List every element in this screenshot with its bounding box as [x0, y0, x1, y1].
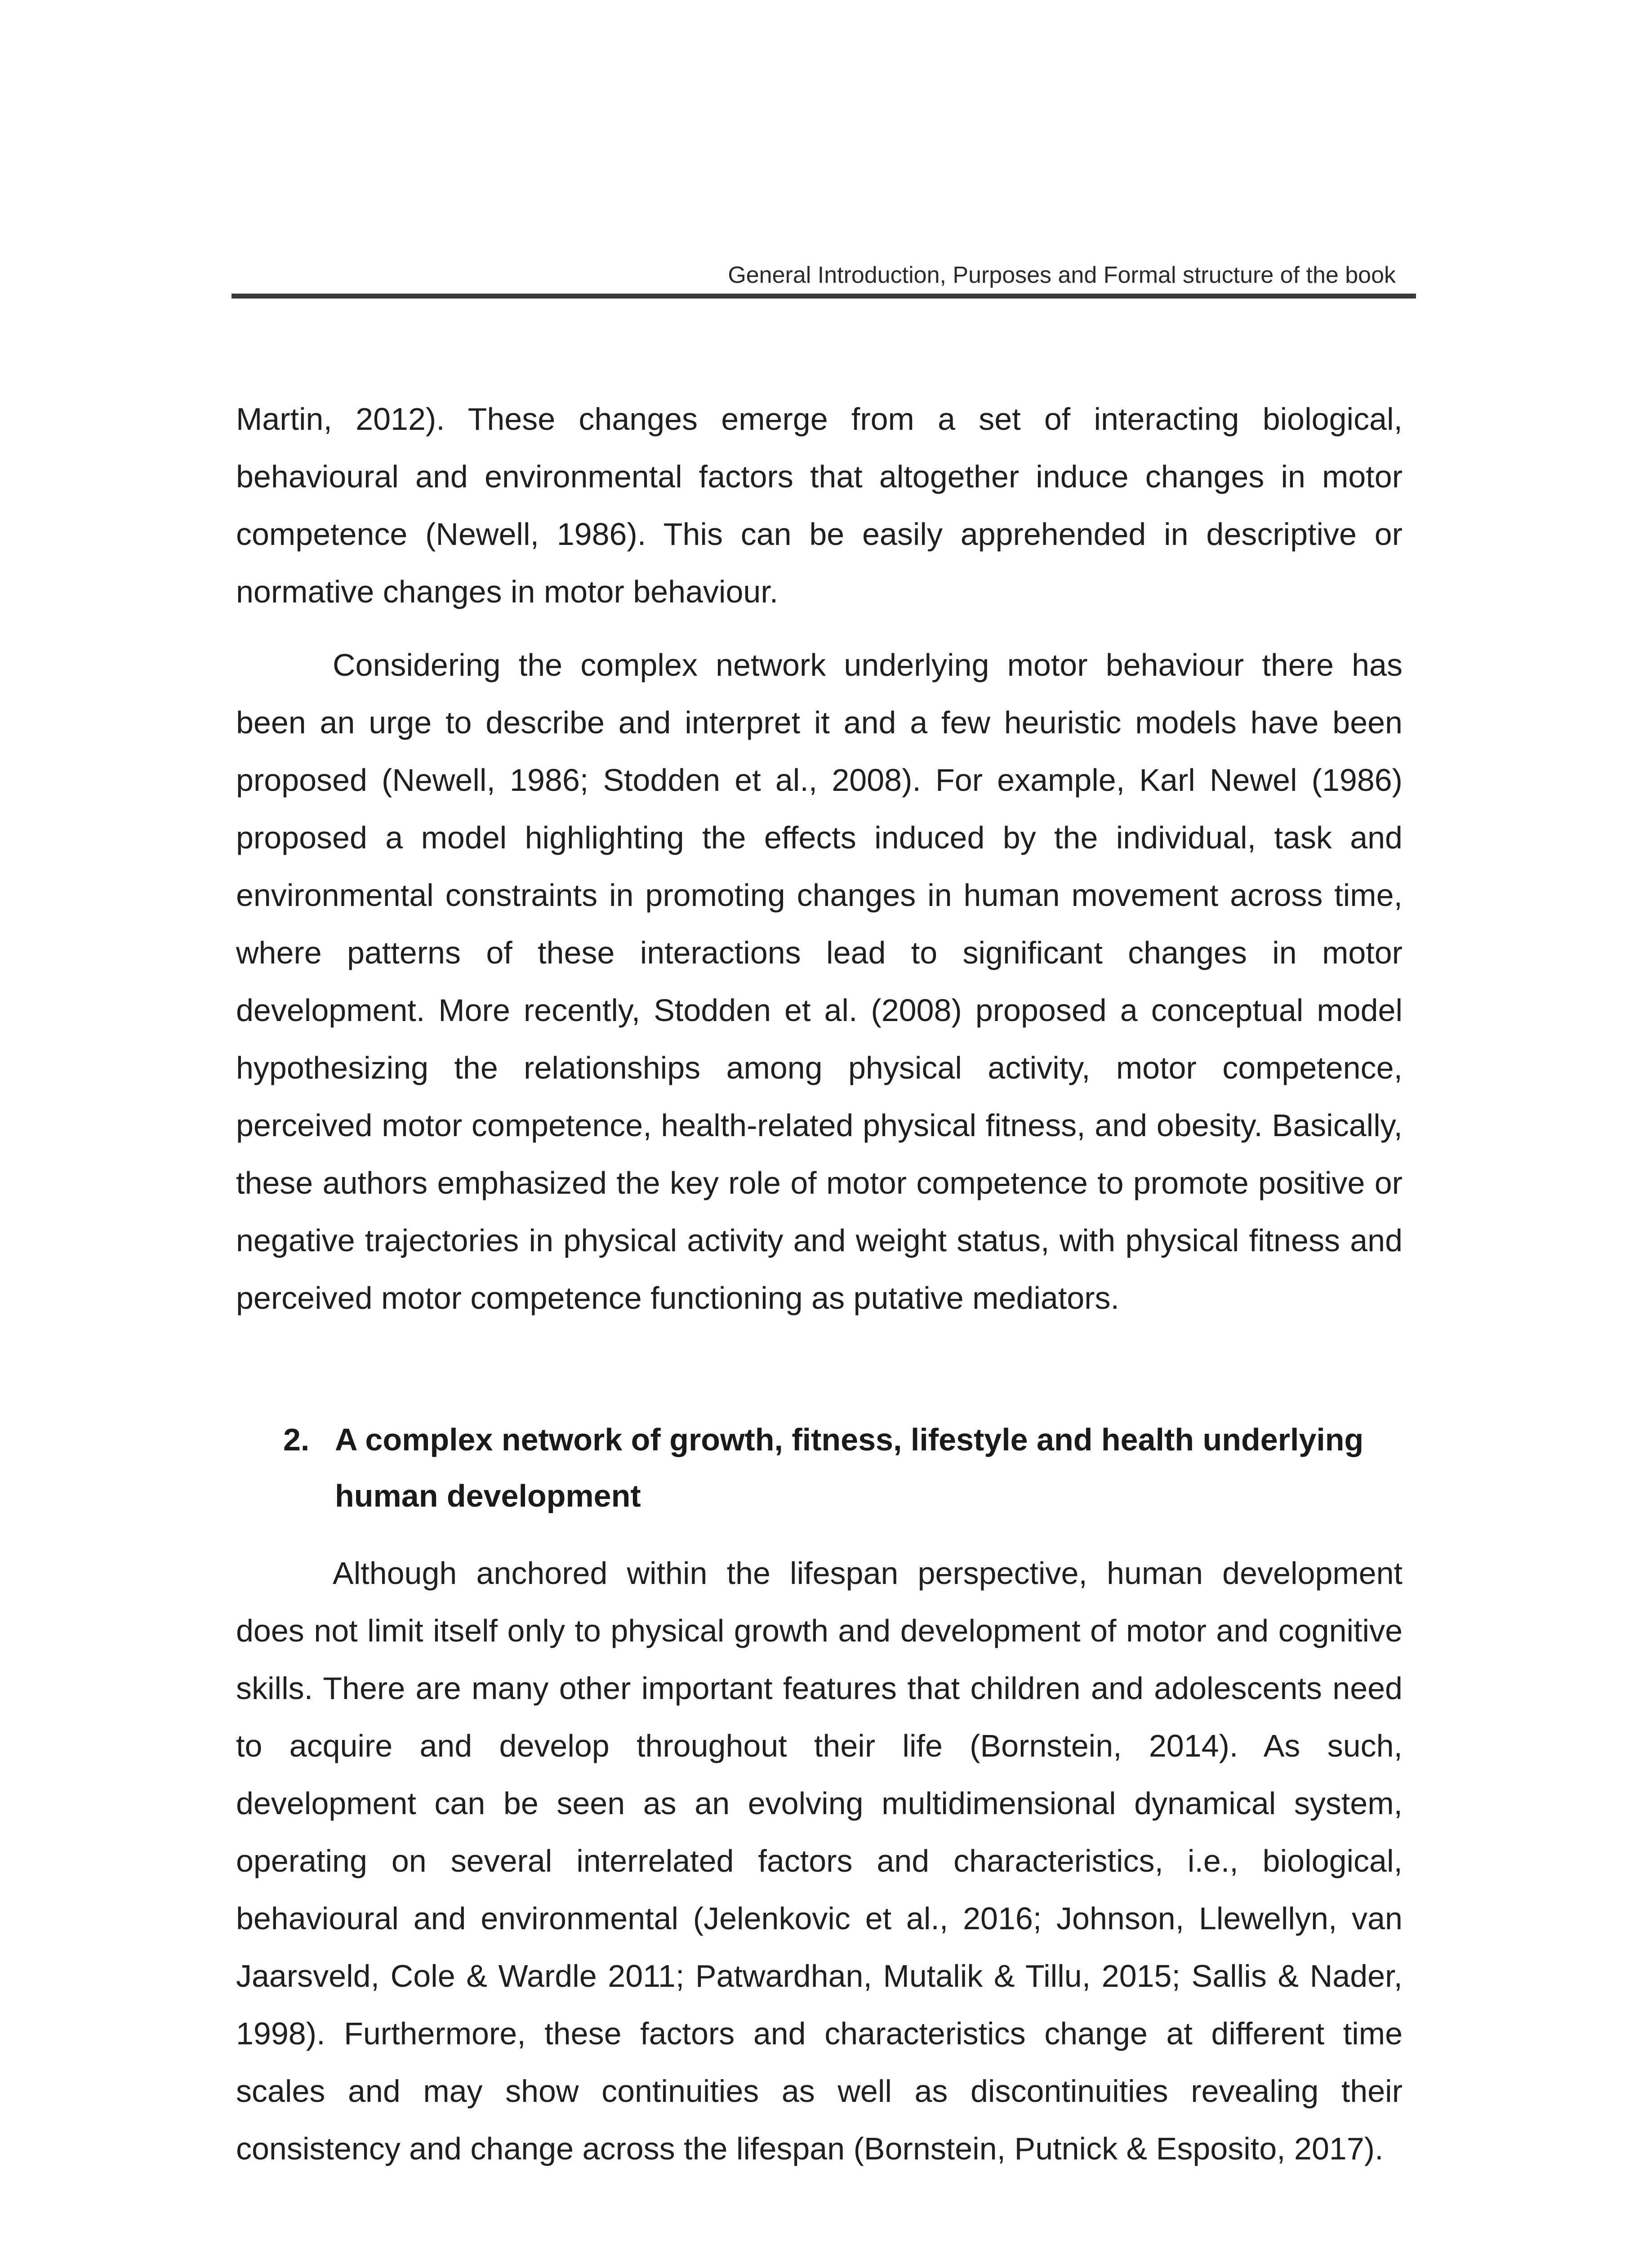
- section-heading: [236, 1412, 1414, 1524]
- paragraph-models: Considering the complex network underlying motor behaviour there has been an urge to describe and interpret it and a few heuristic models have been proposed (Newell, 1986; Stodden et al., 2008). For example, Karl Newel (1986) proposed a model highlighting the effects induced by the individual, task and environmental constraints in promoting changes in human movement across time, where patterns of these interactions lead to significant changes in motor development. More recently, Stodden et al. (2008) proposed a conceptual model hypothesizing the relationships among physical activity, motor competence, perceived motor competence, health-related physical fitness, and obesity. Basically, these authors emphasized the key role of motor competence to promote positive or negative trajectories in physical activity and weight status, with physical fitness and perceived motor competence functioning as putative mediators.: [236, 647, 1403, 1316]
- paragraph-continuation: Martin, 2012). These changes emerge from a set of interacting biological, behavioural and environmental factors that altogether induce changes in motor competence (Newell, 1986). This can be easily apprehended in descriptive or normative changes in motor behaviour.: [236, 401, 1403, 609]
- section-number: 2.: [283, 1422, 310, 1457]
- paragraph-development: Although anchored within the lifespan perspective, human development does not limit itself only to physical growth and development of motor and cognitive skills. There are many other important features that children and adolescents need to acquire and develop throughout their life (Bornstein, 2014). As such, development can be seen as an evolving multidimensional dynamical system, operating on several interrelated factors and characteristics, i.e., biological, behavioural and environmental (Jelenkovic et al., 2016; Johnson, Llewellyn, van Jaarsveld, Cole & Wardle 2011; Patwardhan, Mutalik & Tillu, 2015; Sallis & Nader, 1998). Furthermore, these factors and characteristics change at different time scales and may show continuities as well as discontinuities revealing their consistency and change across the lifespan (Bornstein, Putnick & Esposito, 2017).: [236, 1556, 1403, 2166]
- section-title: A complex network of growth, fitness, lifestyle and health underlying human development: [335, 1422, 1364, 1513]
- header-rule: [232, 294, 1416, 299]
- running-header: General Introduction, Purposes and Formal structure of the book: [728, 262, 1396, 288]
